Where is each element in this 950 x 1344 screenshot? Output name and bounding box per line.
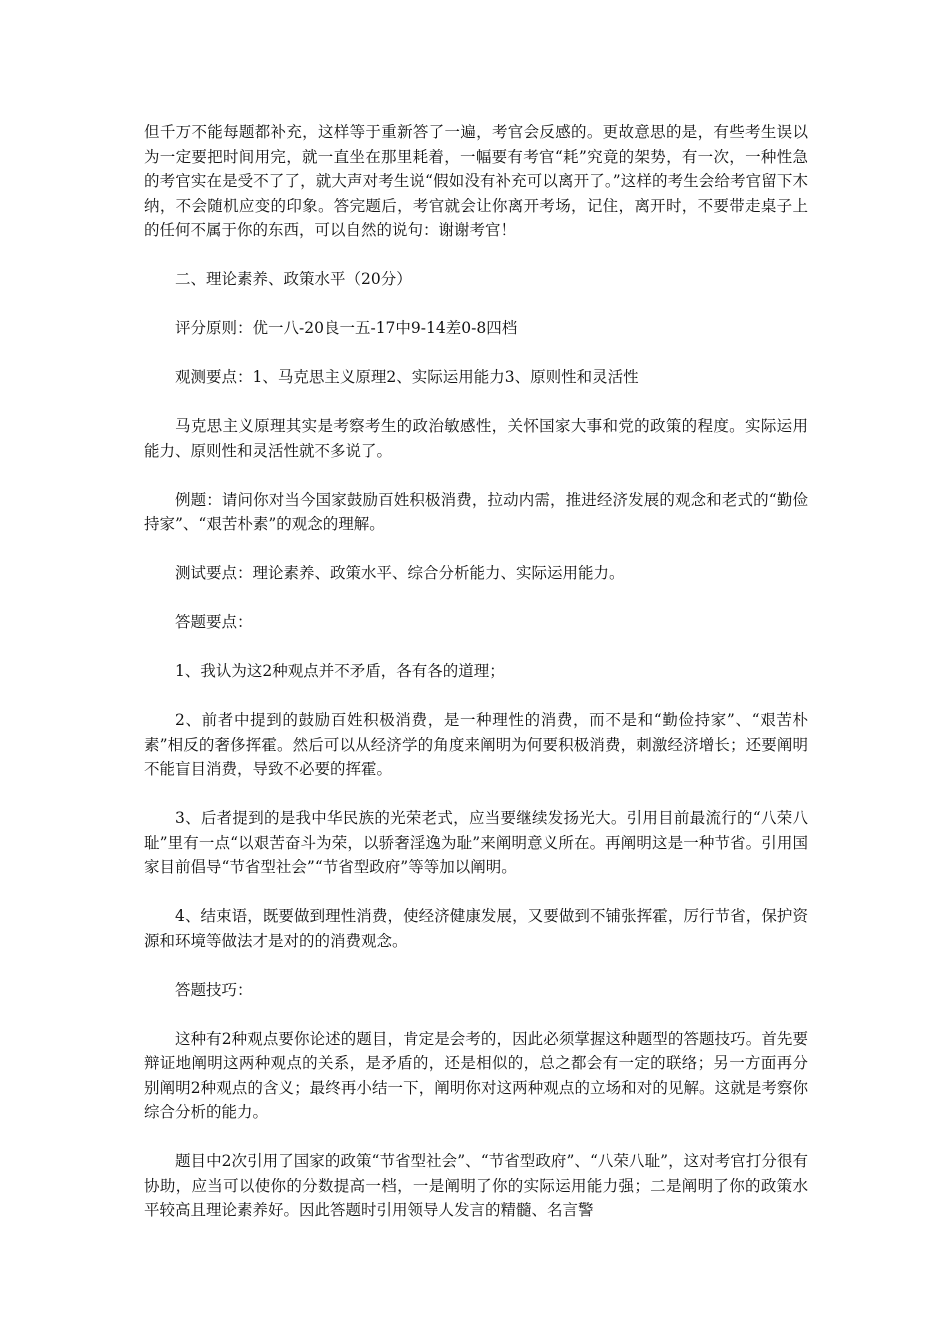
answer-point-2: 2、前者中提到的鼓励百姓积极消费，是一种理性的消费，而不是和“勤俭持家”、“艰苦朴素”相反的奢侈挥霍。然后可以从经济学的角度来阐明为何要积极消费，刺激经济增长；还要阐明不能盲目消费，导致不必要的挥霍。 (144, 711, 808, 778)
answer-tips-heading: 答题技巧： (175, 980, 253, 999)
document-page (144, 120, 808, 1247)
paragraph-continuation: 但千万不能每题都补充，这样等于重新答了一遍，考官会反感的。更故意思的是，有些考生误以为一定要把时间用完，就一直坐在那里耗着，一幅要有考官“耗”究竟的架势，有一次，一种性急的考官实在是受不了了，就大声对考生说“假如没有补充可以离开了。”这样的考生会给考官留下木纳，不会随机应变的印象。答完题后，考官就会让你离开考场，记住，离开时，不要带走桌子上的任何不属于你的东西，可以自然的说句：谢谢考官！ (144, 123, 808, 239)
answer-point-1: 1、我认为这2种观点并不矛盾，各有各的道理； (175, 662, 505, 680)
answer-point-4: 4、结束语，既要做到理性消费，使经济健康发展，又要做到不铺张挥霍，厉行节省，保护资源和环境等做法才是对的的消费观念。 (144, 907, 808, 950)
answer-point-3: 3、后者提到的是我中华民族的光荣老式，应当要继续发扬光大。引用目前最流行的“八荣八耻”里有一点“以艰苦奋斗为荣，以骄奢淫逸为耻”来阐明意义所在。再阐明这是一种节省。引用国家目前倡导“节省型社会”“节省型政府”等等加以阐明。 (144, 809, 808, 876)
answer-points-heading: 答题要点： (175, 613, 253, 631)
paragraph: 这种有2种观点要你论述的题目，肯定是会考的，因此必须掌握这种题型的答题技巧。首先要辩证地阐明这两种观点的关系，是矛盾的，还是相似的，总之都会有一定的联络；另一方面再分别阐明2种观点的含义；最终再小结一下，阐明你对这两种观点的立场和对的见解。这就是考察你综合分析的能力。 (144, 1029, 808, 1121)
section-heading: 二、理论素养、政策水平（20分） (175, 270, 412, 288)
observation-points: 观测要点：1、马克思主义原理2、实际运用能力3、原则性和灵活性 (175, 368, 639, 386)
example-question: 例题：请问你对当今国家鼓励百姓积极消费，拉动内需，推进经济发展的观念和老式的“勤俭持家”、“艰苦朴素”的观念的理解。 (144, 490, 808, 533)
scoring-principle: 评分原则：优一八-20良一五-17中9-14差0-8四档 (175, 319, 518, 337)
paragraph: 马克思主义原理其实是考察考生的政治敏感性，关怀国家大事和党的政策的程度。实际运用能力、原则性和灵活性就不多说了。 (144, 417, 808, 460)
test-points: 测试要点：理论素养、政策水平、综合分析能力、实际运用能力。 (175, 564, 625, 582)
paragraph: 题目中2次引用了国家的政策“节省型社会”、“节省型政府”、“八荣八耻”，这对考官打分很有协助，应当可以使你的分数提高一档，一是阐明了你的实际运用能力强；二是阐明了你的政策水平较高且理论素养好。因此答题时引用领导人发言的精髓、名言警 (144, 1152, 808, 1219)
